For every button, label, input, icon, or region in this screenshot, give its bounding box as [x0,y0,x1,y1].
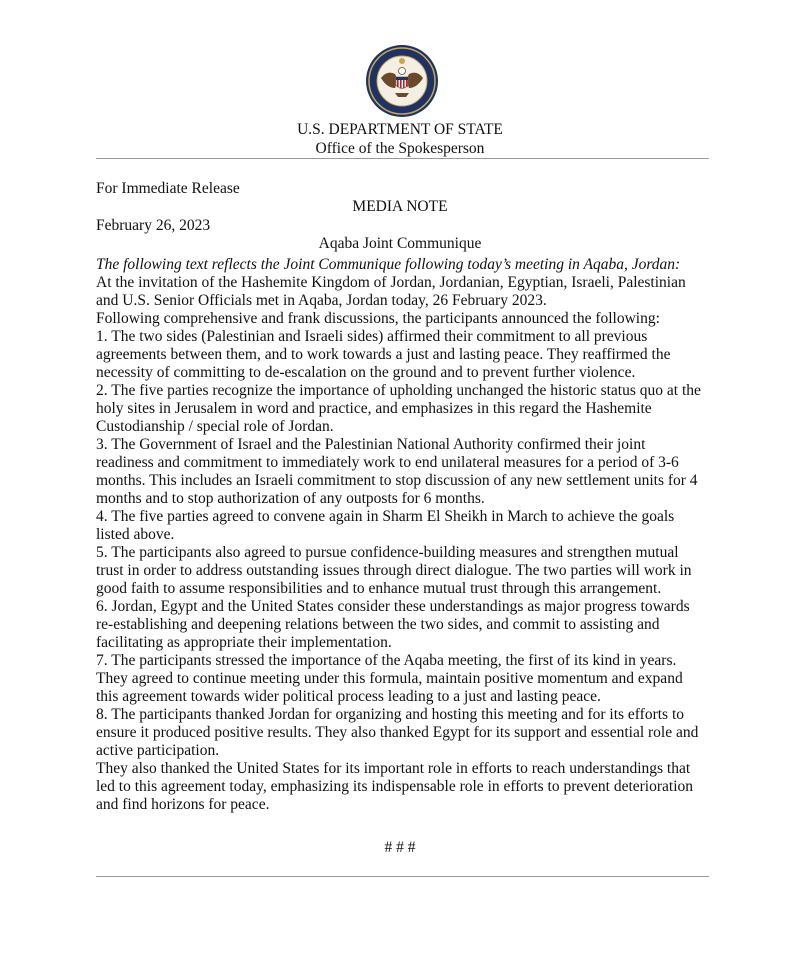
body-line: re-establishing and deepening relations between the two sides, and commit to assisting and [96,616,660,633]
footer-divider [96,876,709,877]
document-title: Aqaba Joint Communique [318,235,482,252]
body-line: 3. The Government of Israel and the Palestinian National Authority confirmed their joint [96,436,646,453]
body-line: 5. The participants also agreed to pursue confidence-building measures and strengthen mutual [96,544,679,561]
body-line: active participation. [96,742,220,759]
body-line: this agreement towards wider political process leading to a just and lasting peace. [96,688,601,705]
body-line: readiness and commitment to immediately work to end unilateral measures for a period of 3-6 [96,454,679,471]
body-line: trust in order to address outstanding issues through direct dialogue. The two parties will work in [96,562,692,579]
body-line: necessity of committing to de-escalation on the ground and to prevent further violence. [96,364,636,381]
body-line: Following comprehensive and frank discussions, the participants announced the following: [96,310,660,327]
release-date: February 26, 2023 [96,217,211,234]
media-note-label: MEDIA NOTE [352,198,448,215]
body-line: months. This includes an Israeli commitment to stop discussion of any new settlement units for 4 [96,472,698,489]
body-line: agreements between them, and to work towards a just and lasting peace. They reaffirmed the [96,346,671,363]
body-line: good faith to assume responsibilities and to enhance mutual trust through this arrangement. [96,580,662,597]
end-mark: # # # [384,839,416,856]
body-line: Custodianship / special role of Jordan. [96,418,334,435]
department-of-state-seal-icon [365,44,439,118]
body-line: 6. Jordan, Egypt and the United States consider these understandings as major progress towards [96,598,690,615]
header-divider [96,158,709,159]
body-line: 1. The two sides (Palestinian and Israeli sides) affirmed their commitment to all previous [96,328,648,345]
body-line: 7. The participants stressed the importance of the Aqaba meeting, the first of its kind in years. [96,652,677,669]
body-line: and find horizons for peace. [96,796,270,813]
body-line: 4. The five parties agreed to convene again in Sharm El Sheikh in March to achieve the goals [96,508,675,525]
body-line: and U.S. Senior Officials met in Aqaba, Jordan today, 26 February 2023. [96,292,547,309]
body-line: ensure it produced positive results. They also thanked Egypt for its support and essential role and [96,724,699,741]
body-line: facilitating as appropriate their implementation. [96,634,392,651]
communique-body [96,256,716,814]
body-line: months and to stop authorization of any outposts for 6 months. [96,490,485,507]
body-line: listed above. [96,526,175,543]
release-label: For Immediate Release [96,180,240,197]
department-name: U.S. DEPARTMENT OF STATE [297,121,503,138]
body-line: holy sites in Jerusalem in word and practice, and emphasizes in this regard the Hashemite [96,400,652,417]
body-line: 8. The participants thanked Jordan for organizing and hosting this meeting and for its efforts to [96,706,685,723]
office-name: Office of the Spokesperson [315,140,485,157]
body-line: They agreed to continue meeting under this formula, maintain positive momentum and expand [96,670,683,687]
body-line: led to this agreement today, emphasizing its indispensable role in efforts to prevent deterioration [96,778,694,795]
body-line: 2. The five parties recognize the importance of upholding unchanged the historic status quo at the [96,382,701,399]
body-line: At the invitation of the Hashemite Kingdom of Jordan, Jordanian, Egyptian, Israeli, Palestinian [96,274,686,291]
body-line: They also thanked the United States for its important role in efforts to reach understandings that [96,760,691,777]
intro-text: The following text reflects the Joint Communique following today’s meeting in Aqaba, Jordan: [96,256,681,273]
